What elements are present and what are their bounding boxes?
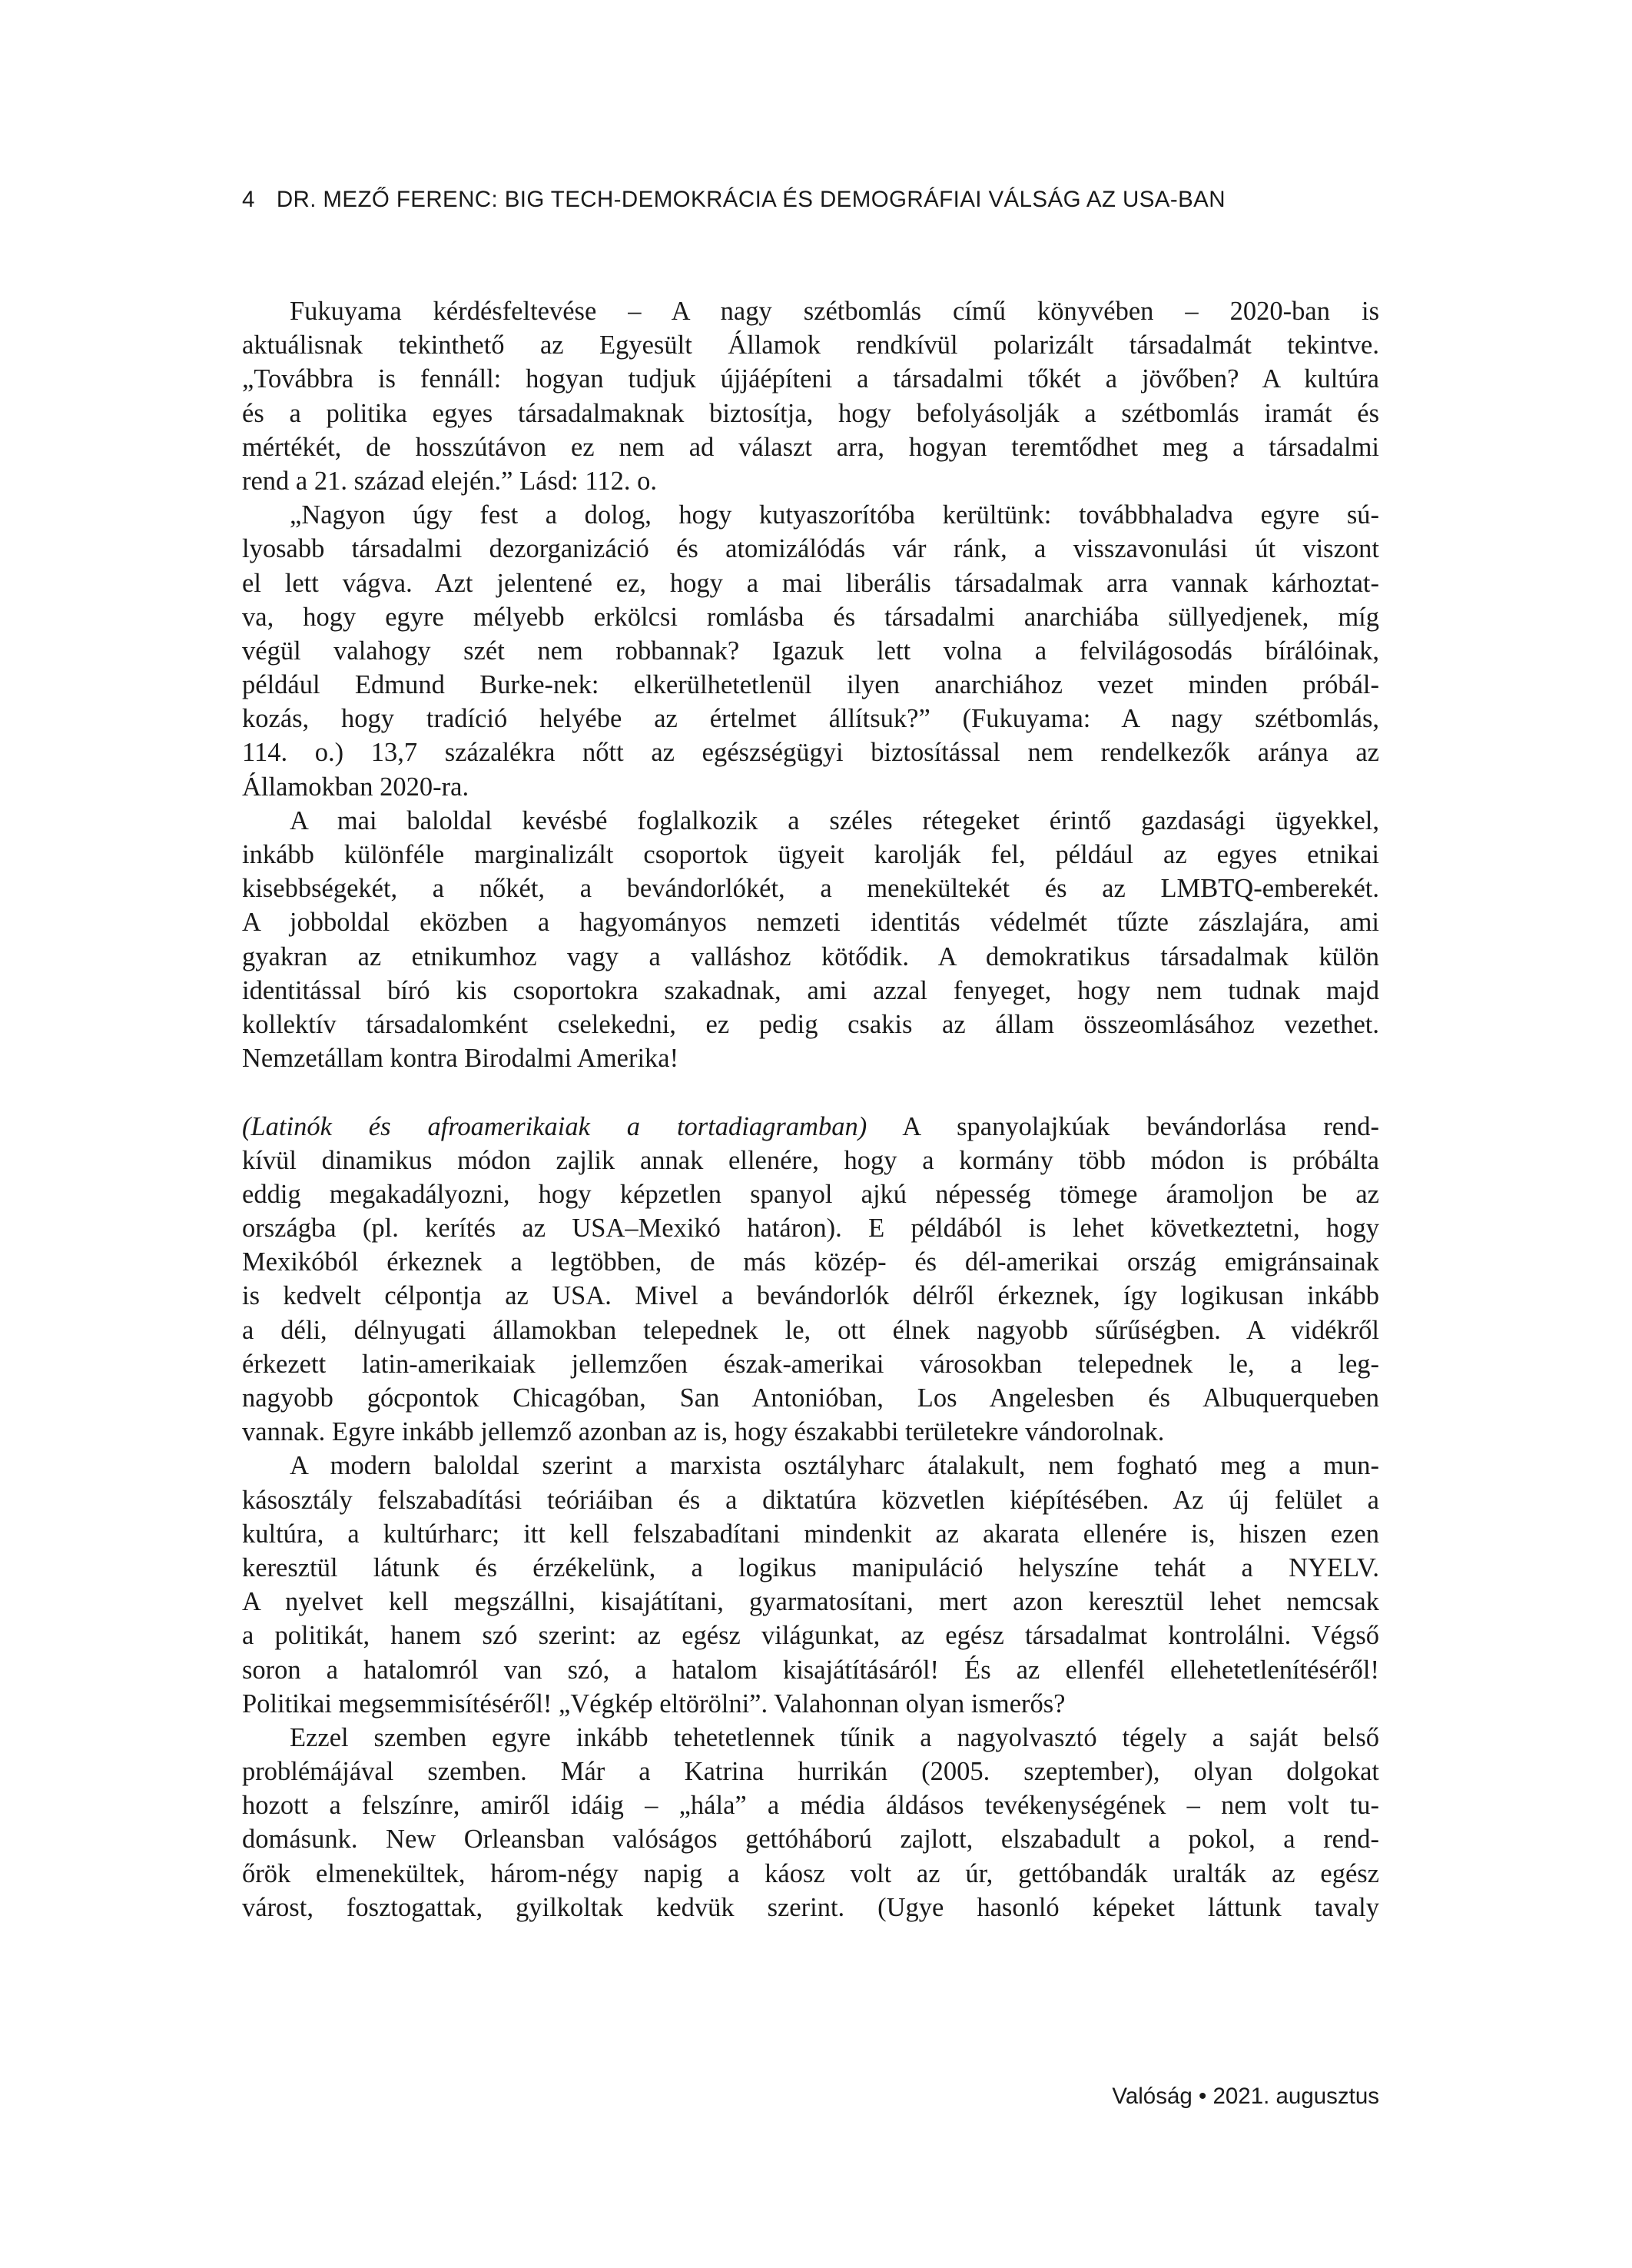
text-line: kozás, hogy tradíció helyébe az értelmet állítsuk?” (Fukuyama: A nagy szétbomlás, <box>242 704 1379 734</box>
text-line: eddig megakadályozni, hogy képzetlen spanyol ajkú népesség tömege áramoljon be az <box>242 1179 1379 1209</box>
text-line: Fukuyama kérdésfeltevése – A nagy szétbomlás című könyvében – 2020-ban is <box>290 297 1379 326</box>
text-line: 114. o.) 13,7 százalékra nőtt az egészségügyi biztosítással nem rendelkezők aránya az <box>242 738 1379 768</box>
running-title: DR. MEZŐ FERENC: BIG TECH-DEMOKRÁCIA ÉS DEMOGRÁFIAI VÁLSÁG AZ USA-BAN <box>276 187 1226 212</box>
text-line: érkezett latin-amerikaiak jellemzően észak-amerikai városokban telepednek le, a leg- <box>242 1349 1379 1379</box>
text-line: inkább különféle marginalizált csoportok ügyeit karolják fel, például az egyes etnikai <box>242 840 1379 869</box>
text-line: Mexikóból érkeznek a legtöbben, de más közép- és dél-amerikai ország emigránsainak <box>242 1247 1379 1277</box>
paragraph <box>242 498 1379 804</box>
text-line: Politikai megsemmisítéséről! „Végkép eltörölni”. Valahonnan olyan ismerős? <box>242 1689 1066 1718</box>
text-line: kultúra, a kultúrharc; itt kell felszabadítani mindenkit az akarata ellenére is, hiszen ezen <box>242 1519 1379 1549</box>
text-line: nagyobb gócpontok Chicagóban, San Antonióban, Los Angelesben és Albuquerqueben <box>242 1383 1379 1413</box>
text-line: A nyelvet kell megszállni, kisajátítani, gyarmatosítani, mert azon keresztül lehet nemcsak <box>242 1587 1379 1617</box>
text-line: a politikát, hanem szó szerint: az egész világunkat, az egész társadalmat kontrolálni. Végső <box>242 1621 1379 1651</box>
paragraph <box>242 294 1379 498</box>
text-line: vannak. Egyre inkább jellemző azonban az is, hogy északabbi területekre vándorolnak. <box>242 1417 1165 1447</box>
text-line: A mai baloldal kevésbé foglalkozik a széles rétegeket érintő gazdasági ügyekkel, <box>290 805 1379 835</box>
paragraph <box>242 1721 1379 1924</box>
running-header <box>242 187 1379 213</box>
text-line: „Nagyon úgy fest a dolog, hogy kutyaszorítóba kerültünk: továbbhaladva egyre sú- <box>290 500 1379 530</box>
paragraph <box>242 1110 1379 1449</box>
text-line: végül valahogy szét nem robbannak? Igazuk lett volna a felvilágosodás bírálóinak, <box>242 636 1379 666</box>
text-line: soron a hatalomról van szó, a hatalom kisajátításáról! És az ellenfél ellehetetlenítéséről! <box>242 1655 1379 1685</box>
text-line: A jobboldal eközben a hagyományos nemzeti identitás védelmét tűzte zászlajára, ami <box>242 908 1379 938</box>
text-line: lyosabb társadalmi dezorganizáció és atomizálódás vár ránk, a visszavonulási út viszont <box>242 534 1379 564</box>
section-break <box>242 1075 1379 1109</box>
text-line: kollektív társadalomként cselekedni, ez pedig csakis az állam összeomlásához vezethet. <box>242 1009 1379 1039</box>
text-line: kisebbségekét, a nőkét, a bevándorlókét, a menekültekét és az LMBTQ-emberekét. <box>242 874 1379 904</box>
text-line: el lett vágva. Azt jelentené ez, hogy a mai liberális társadalmak arra vannak kárhoztat- <box>242 568 1379 598</box>
text-line: is kedvelt célpontja az USA. Mivel a bevándorlók délről érkeznek, így logikusan inkább <box>242 1281 1379 1311</box>
text-line: A modern baloldal szerint a marxista osztályharc átalakult, nem fogható meg a mun- <box>290 1451 1379 1481</box>
section-lead-in: (Latinók és afroamerikaiak a tortadiagramban) <box>242 1111 867 1141</box>
page-number: 4 <box>242 187 255 212</box>
text-line: országba (pl. kerítés az USA–Mexikó határon). E példából is lehet következtetni, hogy <box>242 1214 1379 1244</box>
section-lead-rest: A spanyolajkúak bevándorlása rend- <box>867 1111 1379 1141</box>
text-line: Nemzetállam kontra Birodalmi Amerika! <box>242 1044 679 1074</box>
text-line: őrök elmenekültek, három-négy napig a káosz volt az úr, gettóbandák uralták az egész <box>242 1858 1379 1888</box>
text-line: gyakran az etnikumhoz vagy a valláshoz kötődik. A demokratikus társadalmak külön <box>242 941 1379 971</box>
text-line: Ezzel szemben egyre inkább tehetetlennek tűnik a nagyolvasztó tégely a saját belső <box>290 1722 1379 1752</box>
page-footer: Valóság • 2021. augusztus <box>1112 2084 1379 2109</box>
text-line: kívül dinamikus módon zajlik annak ellenére, hogy a kormány több módon is próbálta <box>242 1145 1379 1175</box>
paragraph <box>242 804 1379 1076</box>
text-line: Államokban 2020-ra. <box>242 772 469 802</box>
text-line: például Edmund Burke-nek: elkerülhetetlenül ilyen anarchiához vezet minden próbál- <box>242 670 1379 700</box>
text-line: mértékét, de hosszútávon ez nem ad választ arra, hogyan teremtődhet meg a társadalmi <box>242 432 1379 462</box>
text-line: és a politika egyes társadalmaknak biztosítja, hogy befolyásolják a szétbomlás iramát és <box>242 398 1379 428</box>
text-line: domásunk. New Orleansban valóságos gettóháború zajlott, elszabadult a pokol, a rend- <box>242 1825 1379 1855</box>
text-line: rend a 21. század elején.” Lásd: 112. o. <box>242 466 657 496</box>
paragraph <box>242 1449 1379 1721</box>
text-line: „Továbbra is fennáll: hogyan tudjuk újjáépíteni a társadalmi tőkét a jövőben? A kultúra <box>242 364 1379 394</box>
text-line: kásosztály felszabadítási teóriáiban és a diktatúra közvetlen kiépítésében. Az új felület a <box>242 1485 1379 1515</box>
text-line: problémájával szemben. Már a Katrina hurrikán (2005. szeptember), olyan dolgokat <box>242 1757 1379 1787</box>
text-line <box>242 1110 1379 1144</box>
article-body <box>242 294 1379 1924</box>
text-line: aktuálisnak tekinthető az Egyesült Államok rendkívül polarizált társadalmát tekintve. <box>242 330 1379 360</box>
text-line: hozott a felszínre, amiről idáig – „hála” a média áldásos tevékenységének – nem volt tu- <box>242 1791 1379 1821</box>
text-line: a déli, délnyugati államokban telepednek le, ott élnek nagyobb sűrűségben. A vidékről <box>242 1315 1379 1345</box>
text-line: identitással bíró kis csoportokra szakadnak, ami azzal fenyeget, hogy nem tudnak majd <box>242 975 1379 1005</box>
text-line: várost, fosztogattak, gyilkoltak kedvük szerint. (Ugye hasonló képeket láttunk tavaly <box>242 1892 1379 1922</box>
text-line: keresztül látunk és érzékelünk, a logikus manipuláció helyszíne tehát a NYELV. <box>242 1552 1379 1582</box>
text-line: va, hogy egyre mélyebb erkölcsi romlásba és társadalmi anarchiába süllyedjenek, míg <box>242 602 1379 632</box>
